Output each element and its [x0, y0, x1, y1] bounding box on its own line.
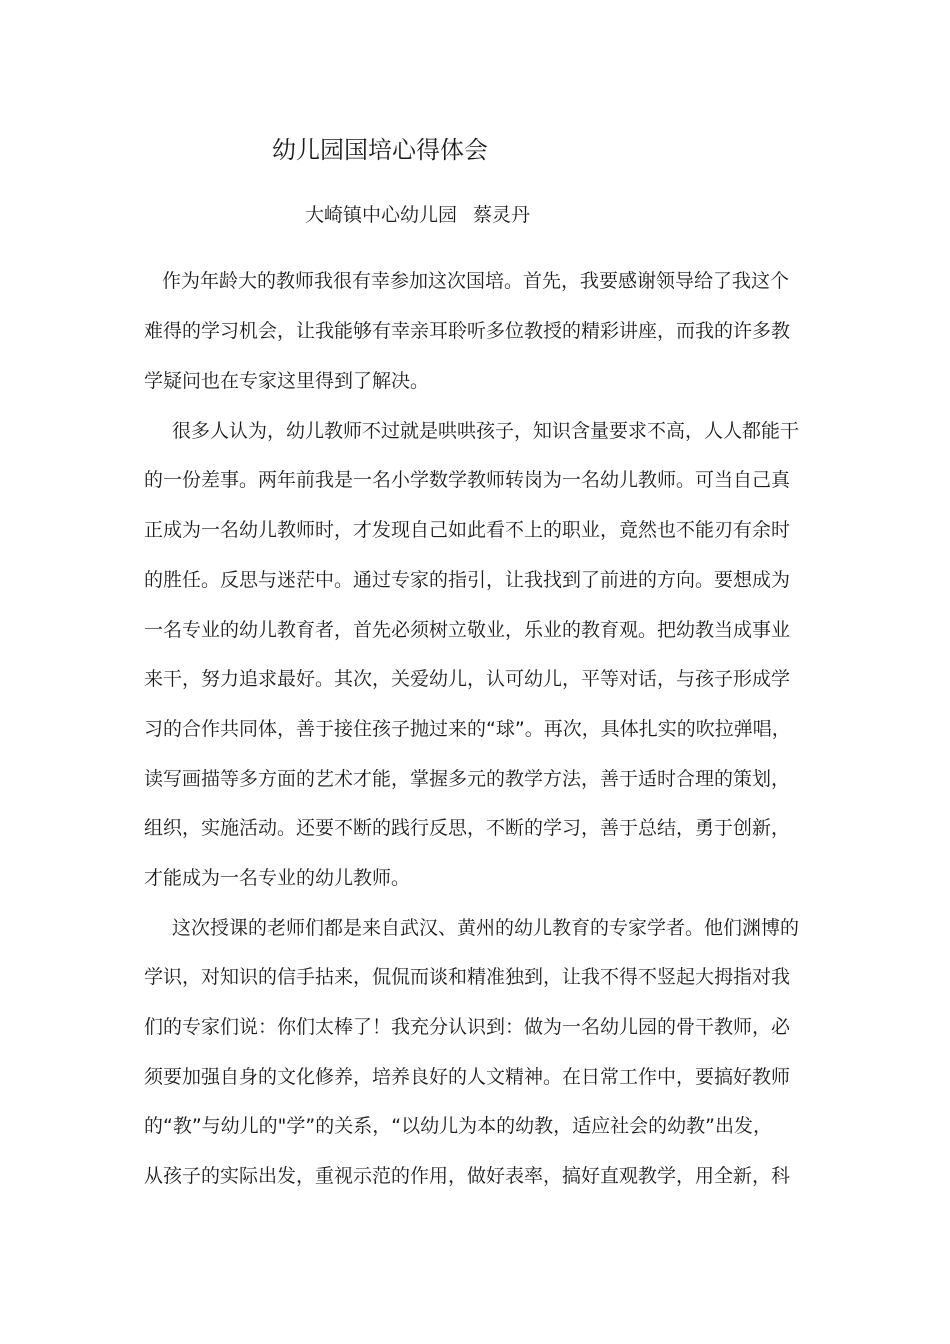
body-line: 来干，努力追求最好。其次，关爱幼儿，认可幼儿，平等对话，与孩子形成学	[144, 668, 791, 690]
author-school: 大崎镇中心幼儿园	[305, 204, 458, 226]
body-line: 组织，实施活动。还要不断的践行反思，不断的学习，善于总结，勇于创新，	[144, 817, 791, 839]
body-line: 学识，对知识的信手拈来，侃侃而谈和精准独到，让我不得不竖起大拇指对我	[144, 966, 791, 988]
author-line	[305, 201, 530, 229]
body-line: 难得的学习机会，让我能够有幸亲耳聆听多位教授的精彩讲座，而我的许多教	[144, 320, 791, 342]
body-line: 正成为一名幼儿教师时，才发现自己如此看不上的职业，竟然也不能刃有余时	[144, 519, 791, 541]
body-line: 的胜任。反思与迷茫中。通过专家的指引，让我找到了前进的方向。要想成为	[144, 569, 791, 591]
body-line: 的一份差事。两年前我是一名小学数学教师转岗为一名幼儿教师。可当自己真	[144, 469, 791, 491]
body-line: 从孩子的实际出发，重视示范的作用，做好表率，搞好直观教学，用全新，科	[144, 1165, 791, 1187]
body-line: 学疑问也在专家这里得到了解决。	[144, 370, 430, 392]
body-line: 才能成为一名专业的幼儿教师。	[144, 867, 411, 889]
body-line: 须要加强自身的文化修养，培养良好的人文精神。在日常工作中，要搞好教师	[144, 1066, 791, 1088]
body-line: 一名专业的幼儿教育者，首先必须树立敬业，乐业的教育观。把幼教当成事业	[144, 619, 791, 641]
author-name: 蔡灵丹	[473, 204, 531, 226]
body-line: 这次授课的老师们都是来自武汉、黄州的幼儿教育的专家学者。他们渊博的	[172, 917, 800, 939]
body-line: 很多人认为，幼儿教师不过就是哄哄孩子，知识含量要求不高，人人都能干	[172, 420, 800, 442]
body-line: 读写画描等多方面的艺术才能，掌握多元的教学方法，善于适时合理的策划，	[144, 768, 791, 790]
body-line: 们的专家们说：你们太棒了！我充分认识到：做为一名幼儿园的骨干教师，必	[144, 1016, 791, 1038]
body-line: 习的合作共同体，善于接住孩子抛过来的“球”。再次，具体扎实的吹拉弹唱，	[144, 718, 791, 740]
document-title: 幼儿园国培心得体会	[272, 136, 488, 164]
body-line: 作为年龄大的教师我很有幸参加这次国培。首先，我要感谢领导给了我这个	[162, 270, 790, 292]
body-line: 的“教”与幼儿的"学”的关系，“以幼儿为本的幼教，适应社会的幼教”出发，	[144, 1115, 772, 1137]
